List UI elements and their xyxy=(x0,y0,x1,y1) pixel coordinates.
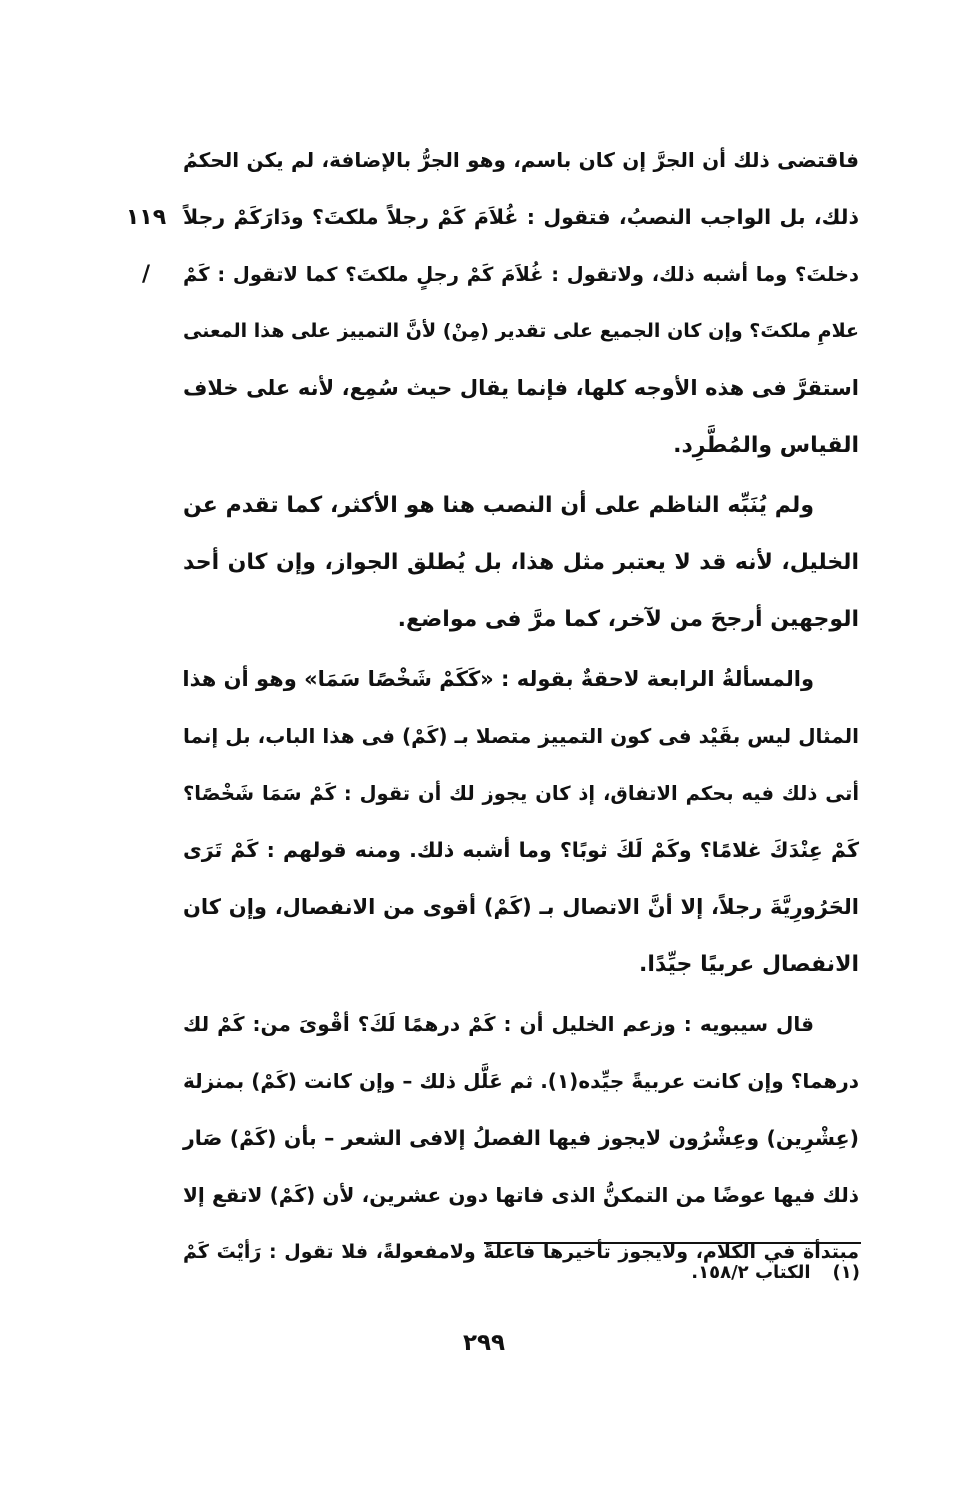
text-line: درهما؟ وإن كانت عربيةً جيِّده(١). ثم عَلَّل ذلك – وإن كانت (كَمْ) بمنزلة xyxy=(183,1069,859,1093)
margin-page-reference: ١١٩ / xyxy=(125,205,167,287)
text-line: علامِ ملكتَ؟ وإن كان الجميع على تقدير (مِنْ) لأنَّ التمييز على هذا المعنى xyxy=(183,320,859,342)
text-line: استقرَّ فى هذه الأوجه كلها، فإنما يقال حيث سُمِع، لأنه على خلاف xyxy=(183,376,859,400)
text-line: الحَرُورِيَّةَ رجلاً، إلا أنَّ الاتصال بـ (كَمْ) أقوى من الانفصال، وإن كان xyxy=(183,895,859,919)
text-line: ذلك، بل الواجب النصبُ، فتقول : غُلاَمَ كَمْ رجلاً ملكتَ؟ ودَارَكَمْ رجلاً xyxy=(183,205,859,229)
text-line: ذلك فيها عوضًا من التمكنُّ الذى فاتها دون عشرين، لأن (كَمْ) لاتقع إلا xyxy=(183,1183,859,1207)
text-line: مبتدأة في الكلام، ولايجوز تأخيرها فاعلةً ولامفعولةً، فلا تقول : رَأيْتَ كَمْ xyxy=(183,1241,859,1263)
text-line: أتى ذلك فيه بحكم الاتفاق، إذ كان يجوز لك أن تقول : كَمْ سَمَا شَخْصًا؟ xyxy=(183,782,859,805)
page-number: ٢٩٩ xyxy=(462,1330,506,1356)
footnote-separator xyxy=(484,1242,861,1244)
text-line: القياس والمُطَّرِد. xyxy=(673,433,859,458)
footnote-text: الكتاب ١٥٨/٢. xyxy=(691,1262,811,1283)
text-line: قال سيبويه : وزعم الخليل أن : كَمْ درهمًا لَكَ؟ أقْوىَ من: كَمْ لك xyxy=(183,1012,814,1036)
text-line: دخلتَ؟ وما أشبه ذلك، ولاتقول : غُلاَمَ كَمْ رجلٍ ملكتَ؟ كما لاتقول : كَمْ xyxy=(183,263,859,286)
text-line: كَمْ عِنْدَكَ غلامًا؟ وكَمْ لَكَ ثوبًا؟ وما أشبه ذلك. ومنه قولهم : كَمْ تَرَى xyxy=(183,838,859,862)
text-line: ولم يُنَبِّه الناظم على أن النصب هنا هو الأكثر، كما تقدم عن xyxy=(183,493,814,518)
text-line: المثال ليس بقَيْد فى كون التمييز متصلا بـ (كَمْ) فى هذا الباب، بل إنما xyxy=(183,724,859,748)
body-text xyxy=(183,132,859,1281)
footnote-number: (١) xyxy=(832,1262,860,1283)
text-line: (عِشْرِين) وعِشْرُون لايجوز فيها الفصلُ إلافى الشعر – بأن (كَمْ) صَار xyxy=(183,1126,859,1150)
footnote xyxy=(560,1262,860,1283)
text-line: فاقتضى ذلك أن الجرَّ إن كان باسم، وهو الجرُّ بالإضافة، لم يكن الحكمُ xyxy=(183,148,859,172)
text-line: الخليل، لأنه قد لا يعتبر مثل هذا، بل يُطلق الجواز، وإن كان أحد xyxy=(183,550,859,575)
text-line: والمسألةُ الرابعة لاحقةٌ بقوله : «كَكَمْ شَخْصًا سَمَا» وهو أن هذا xyxy=(182,667,814,691)
text-line: الوجهين أرجحَ من لآخر، كما مرَّ فى مواضع. xyxy=(397,607,859,632)
text-line: الانفصال عربيًا جيِّدًا. xyxy=(638,952,859,977)
